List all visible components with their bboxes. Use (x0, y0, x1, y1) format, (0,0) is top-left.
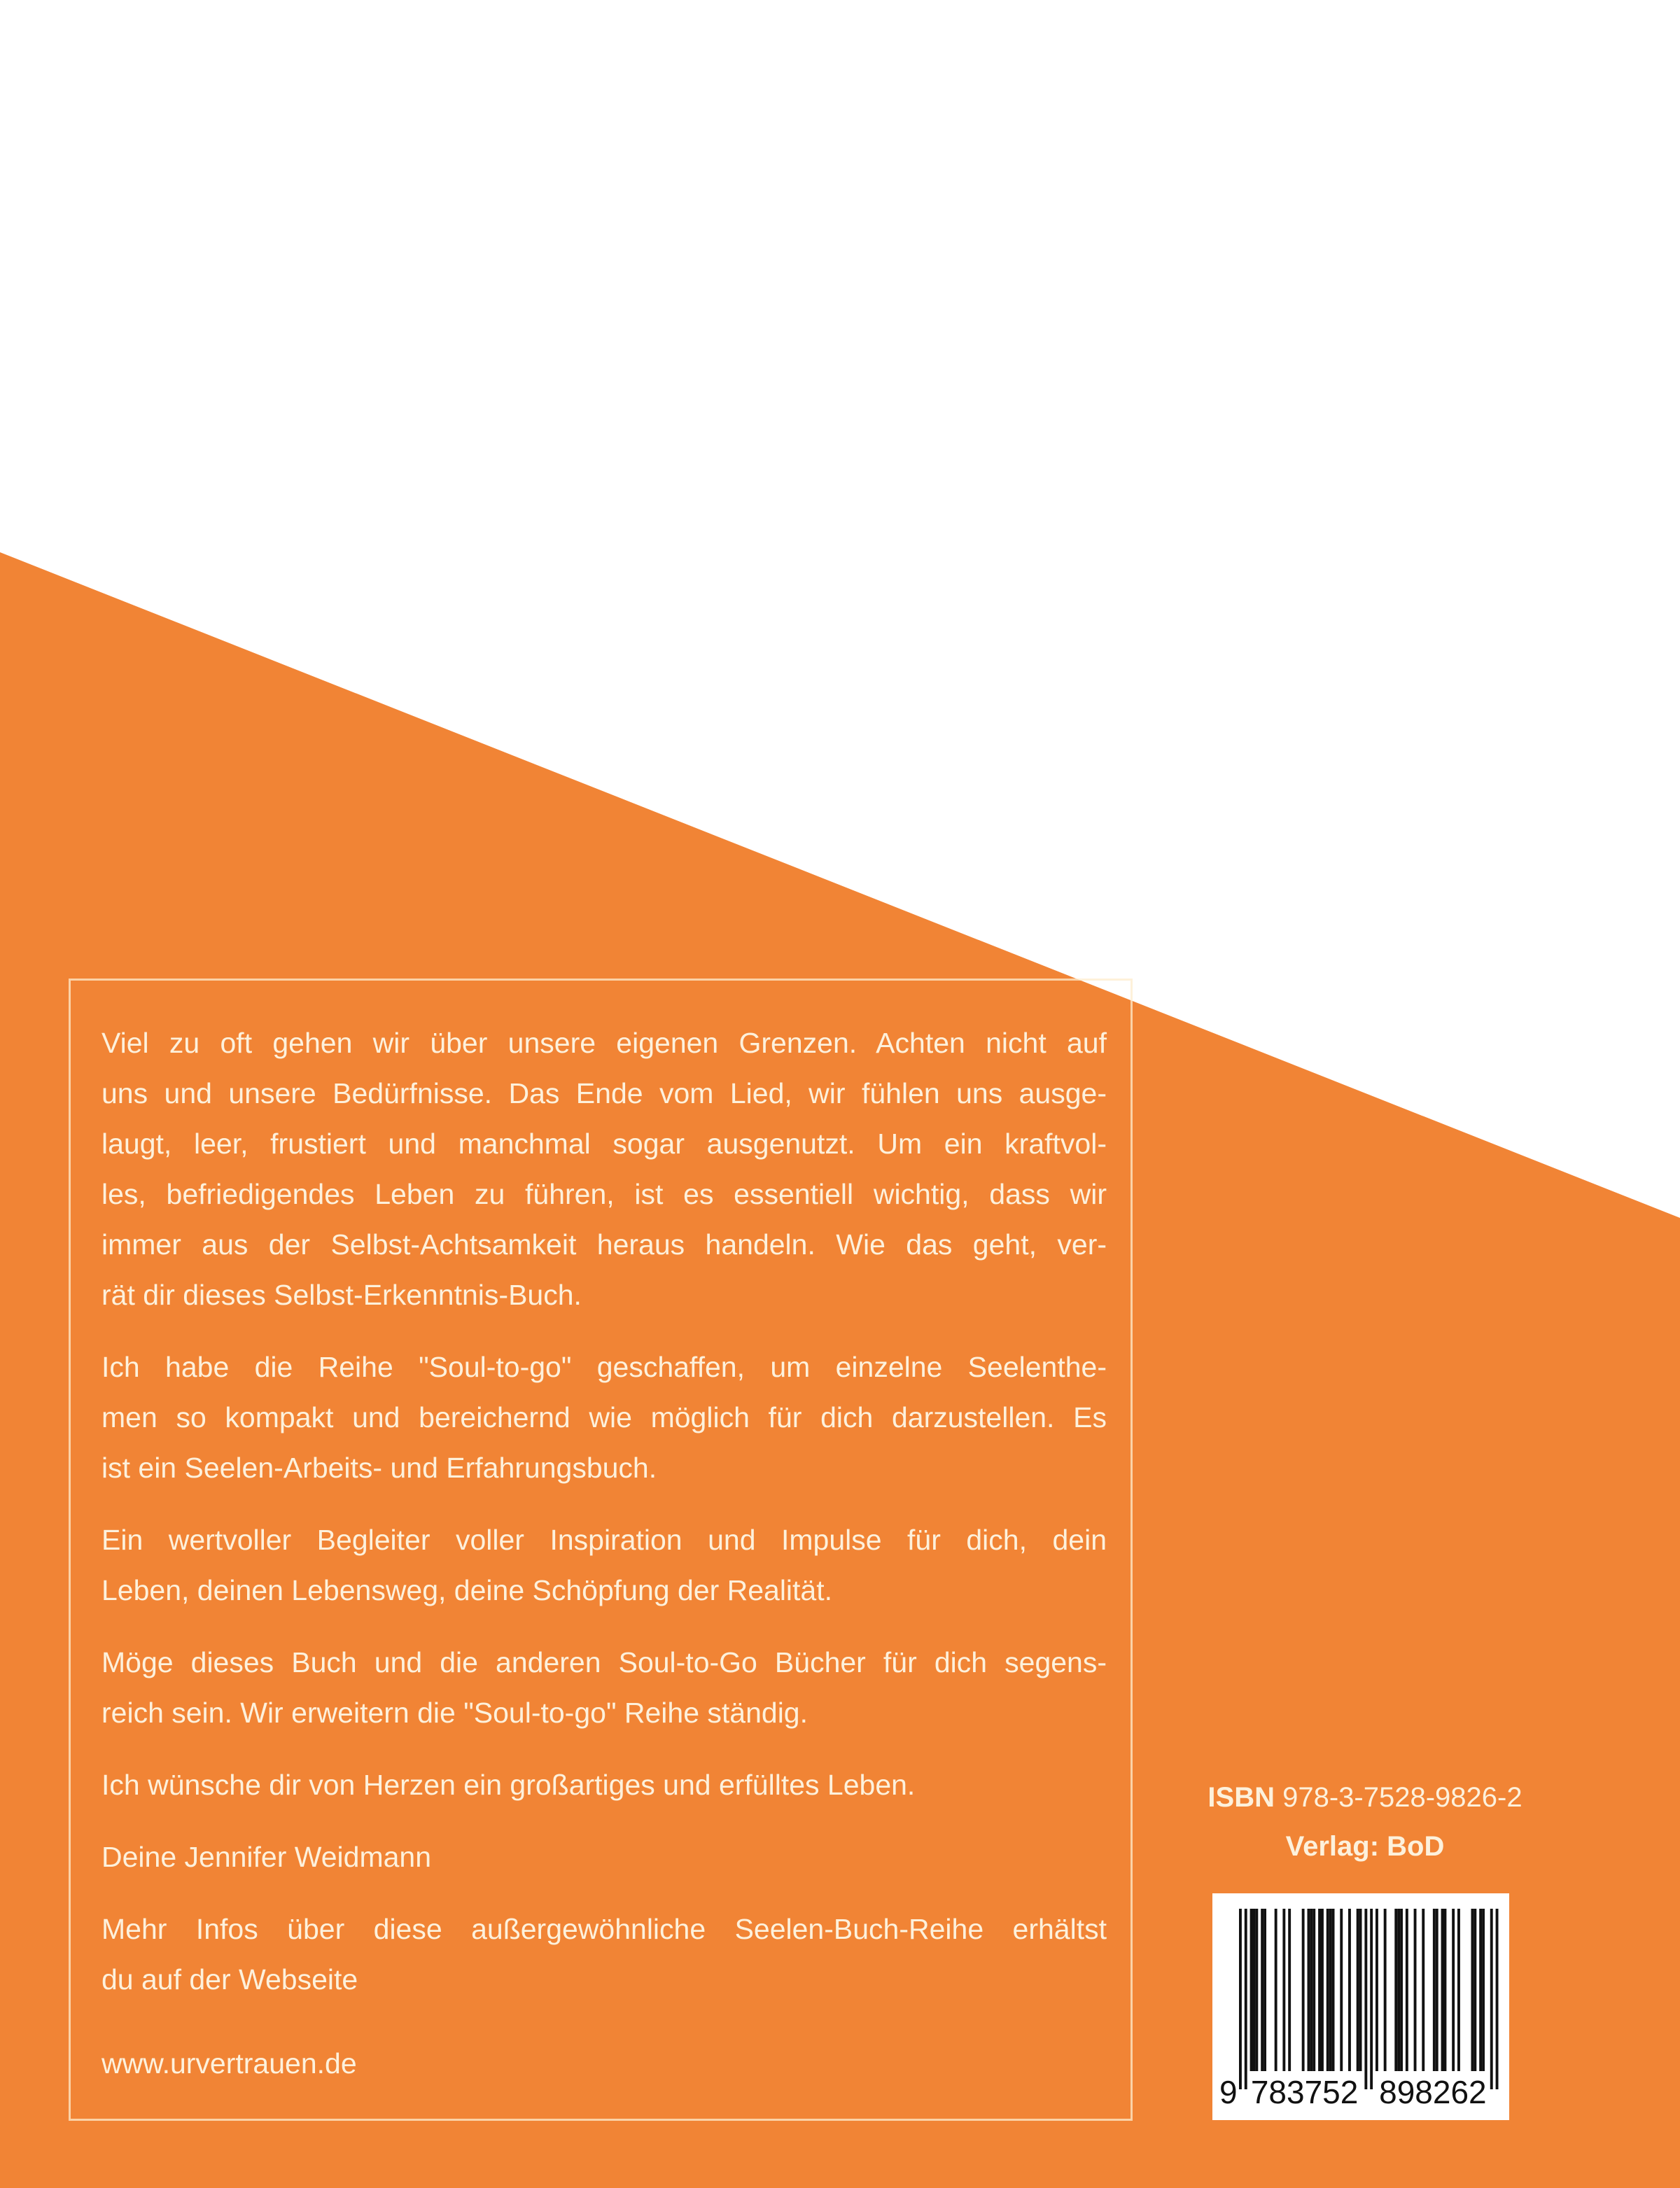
barcode-bar (1264, 1909, 1266, 2071)
barcode-bar (1441, 1909, 1444, 2071)
barcode-bar (1321, 1909, 1324, 2071)
barcode-bar (1255, 1909, 1258, 2071)
text-line: Mehr Infos über diese außergewöhnliche Seelen-Buch-Reihe erhältst (102, 1913, 1107, 1945)
text-line: Leben, deinen Lebensweg, deine Schöpfung der Realität. (102, 1574, 833, 1606)
barcode-bar (1245, 1909, 1247, 2089)
barcode-bar (1302, 1909, 1305, 2071)
barcode-bar (1261, 1909, 1264, 2071)
barcode-bar (1282, 1909, 1285, 2071)
blurb-text (102, 1018, 1107, 2110)
barcode-bar (1357, 1909, 1359, 2071)
barcode-bar (1370, 1909, 1373, 2089)
ean-barcode (1212, 1893, 1509, 2120)
barcode-bar (1340, 1909, 1343, 2071)
barcode-bar (1359, 1909, 1362, 2071)
barcode-bar (1250, 1909, 1253, 2071)
text-line: du auf der Webseite (102, 1963, 358, 1996)
barcode-bar (1406, 1909, 1408, 2071)
text-line: laugt, leer, frustiert und manchmal sogar ausgenutzt. Um ein kraftvol- (102, 1128, 1107, 1160)
website-link[interactable] (102, 2038, 1107, 2089)
publisher-label: Verlag: BoD (1285, 1831, 1445, 1862)
isbn-number: 978-3-7528-9826-2 (1282, 1782, 1522, 1813)
paragraph (102, 1515, 1107, 1615)
paragraph (102, 1832, 1107, 1882)
barcode-digits: 783752 (1250, 2074, 1359, 2110)
barcode-bar (1400, 1909, 1403, 2071)
text-line: Ich wünsche dir von Herzen ein großartiges und erfülltes Leben. (102, 1769, 916, 1801)
barcode-bar (1436, 1909, 1438, 2071)
text-line: Deine Jennifer Weidmann (102, 1841, 431, 1873)
barcode-bar (1474, 1909, 1476, 2071)
barcode-bar (1471, 1909, 1474, 2071)
paragraph (102, 1904, 1107, 2005)
paragraph (102, 1760, 1107, 1810)
paragraph (102, 1637, 1107, 1738)
text-line: ist ein Seelen-Arbeits- und Erfahrungsbuch. (102, 1452, 657, 1484)
barcode-bar (1239, 1909, 1242, 2089)
barcode-bar (1310, 1909, 1312, 2071)
barcode-bar (1479, 1909, 1482, 2071)
barcode-bar (1329, 1909, 1332, 2071)
barcode-bar (1496, 1909, 1499, 2089)
barcode-bar (1364, 1909, 1367, 2089)
paragraph (102, 1018, 1107, 1320)
barcode-bar (1414, 1909, 1417, 2071)
barcode-bar (1394, 1909, 1397, 2071)
barcode-digits: 9 (1219, 2074, 1238, 2110)
barcode-bar (1288, 1909, 1291, 2071)
barcode-bar (1452, 1909, 1455, 2071)
text-line: men so kompakt und bereichernd wie möglich für dich darzustellen. Es (102, 1401, 1107, 1433)
barcode-digits: 898262 (1379, 2074, 1487, 2110)
barcode-bar (1326, 1909, 1329, 2071)
isbn-line (1190, 1778, 1540, 1817)
text-line: Ein wertvoller Begleiter voller Inspiration und Impulse für dich, dein (102, 1524, 1107, 1556)
text-line: rät dir dieses Selbst-Erkenntnis-Buch. (102, 1279, 582, 1311)
barcode-bar (1318, 1909, 1321, 2071)
paragraph (102, 1342, 1107, 1493)
text-line: les, befriedigendes Leben zu führen, ist es essentiell wichtig, dass wir (102, 1178, 1107, 1210)
barcode-bar (1397, 1909, 1400, 2071)
text-line: immer aus der Selbst-Achtsamkeit heraus handeln. Wie das geht, ver- (102, 1228, 1107, 1261)
barcode-bar (1457, 1909, 1460, 2071)
text-line: Ich habe die Reihe "Soul-to-go" geschaffen, um einzelne Seelenthe- (102, 1351, 1107, 1383)
barcode-bar (1490, 1909, 1493, 2089)
isbn-label: ISBN (1208, 1782, 1275, 1813)
barcode-bar (1384, 1909, 1387, 2071)
text-line: uns und unsere Bedürfnisse. Das Ende vom Lied, wir fühlen uns ausge- (102, 1077, 1107, 1109)
barcode-bar (1332, 1909, 1335, 2071)
barcode-bar (1482, 1909, 1485, 2071)
text-line: www.urvertrauen.de (102, 2047, 357, 2080)
barcode-bar (1253, 1909, 1256, 2071)
barcode-bar (1308, 1909, 1310, 2071)
barcode-bar (1433, 1909, 1436, 2071)
text-line: Möge dieses Buch und die anderen Soul-to-Go Bücher für dich segens- (102, 1646, 1107, 1678)
barcode-bar (1444, 1909, 1447, 2071)
barcode-bar (1422, 1909, 1424, 2071)
text-line: Viel zu oft gehen wir über unsere eigenen Grenzen. Achten nicht auf (102, 1027, 1107, 1059)
barcode-bar (1348, 1909, 1351, 2071)
text-line: reich sein. Wir erweitern die "Soul-to-go" Reihe ständig. (102, 1697, 808, 1729)
barcode-bar (1376, 1909, 1378, 2071)
barcode-bar (1312, 1909, 1315, 2071)
barcode-bar (1275, 1909, 1278, 2071)
